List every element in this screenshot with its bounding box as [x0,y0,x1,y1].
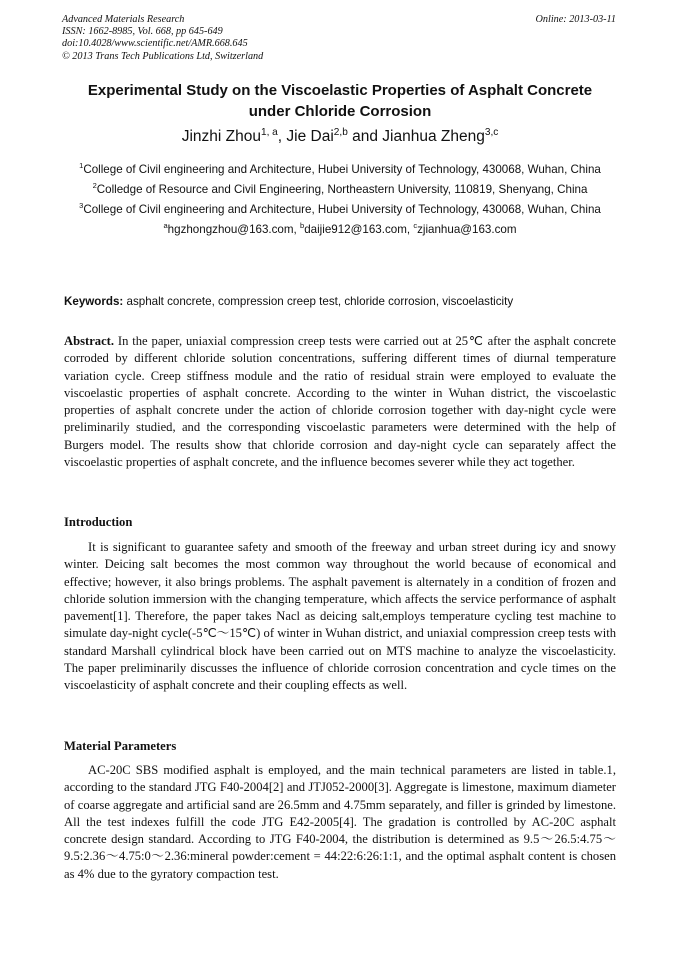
section-heading-introduction: Introduction [64,515,133,529]
title-line-2: under Chloride Corrosion [248,103,432,120]
author-sup: 3,c [484,126,499,138]
affiliation [62,160,618,179]
email-text: zjianhua@163.com [417,223,517,236]
affiliation [62,200,618,219]
journal-issn: ISSN: 1662-8985, Vol. 668, pp 645-649 [62,26,223,38]
author-separator: , [277,128,287,145]
email-sup: c [413,221,418,231]
keywords-text: asphalt concrete, compression creep test, chloride corrosion, viscoelasticity [123,295,514,308]
section-heading-material: Material Parameters [64,739,177,753]
journal-name: Advanced Materials Research [62,14,185,25]
email-text: hgzhongzhou@163.com [167,223,294,236]
affiliation-sup: 2 [92,181,97,191]
email-separator: , [406,223,414,236]
author-name: Jie Dai [286,128,334,145]
affiliations [62,160,618,240]
material-paragraph: AC-20C SBS modified asphalt is employed, and the main technical parameters are listed in table.1, according to the standard JTG F40-2004[2] and JTJ052-2000[3]. Aggregate is limestone, maximum diameter of coarse aggregate and artificial sand are 26.5mm and 4.75mm separately, and filler is grinded by limestone. All the test indexes fulfill the code JTG E42-2005[4]. The gradation is controlled by AC-20C asphalt concrete design standard. According to JTG F40-2004, the distribution is determined as 9.5～26.5:4.75～9.5:2.36～4.75:0～2.36:mineral powder:cement = 44:22:6:26:1:1, and the optimal asphalt content is chosen as 4% due to the gyratory compaction test. [64,763,616,881]
affiliation [62,180,618,199]
affiliation-sup: 3 [79,201,84,211]
author-name: Jinzhi Zhou [181,128,261,145]
author-sup: 2,b [333,126,348,138]
keywords [64,294,616,310]
author-separator: and [347,128,383,145]
introduction-paragraph: It is significant to guarantee safety and smooth of the freeway and urban street during icy and snowy winter. Deicing salt becomes the most common way throughout the world because of economical and effective; however, it also brings problems. The asphalt pavement is alternately in a condition of frozen and chloride solution immersion with the changing temperature, which affects the service performance of asphalt pavement[1]. Therefore, the paper takes Nacl as deicing salt,employs temperature cycling test machine to simulate day-night cycle(-5℃～15℃) of winter in Wuhan district, and uniaxial compression creep tests with standard Marshall cylindrical block have been carried out on MTS machine to analyze the viscoelasticity. The paper preliminarily discusses the influence of chloride corrosion concentration and cycle times on the viscoelasticity of asphalt concrete and their coupling effects as well. [64,540,616,693]
author-name: Jianhua Zheng [382,128,485,145]
affiliation-text: College of Civil engineering and Architecture, Hubei University of Technology, 430068, Wuhan, China [83,163,601,176]
affiliation-sup: 1 [79,161,84,171]
email-line [62,220,618,239]
online-date: Online: 2013-03-11 [535,14,616,25]
email-separator: , [293,223,300,236]
abstract-text: In the paper, uniaxial compression creep tests were carried out at 25℃ after the asphalt concrete corroded by different chloride solution concentrations, suffering different times of diurnal temperature variation cycle. Creep stiffness module and the ratio of residual strain were employed to evaluate the viscoelastic properties of asphalt concrete. According to the winter in Wuhan district, the viscoelastic properties of asphalt concrete under the action of chloride corrosion together with day-night cycle were preliminarily studied, and the corresponding viscoelastic parameters were determined with the help of Burgers model. The results show that chloride corrosion and day-night cycle can separately affect the viscoelastic properties of asphalt concrete, and the influence becomes severer while they act together. [64,334,616,470]
email-text: daijie912@163.com [304,223,407,236]
email-sup: b [300,221,305,231]
abstract-label: Abstract. [64,334,115,348]
affiliation-text: College of Civil engineering and Architecture, Hubei University of Technology, 430068, Wuhan, China [83,203,601,216]
email-sup: a [163,221,168,231]
title-line-1: Experimental Study on the Viscoelastic Properties of Asphalt Concrete [87,82,593,99]
journal-copyright: © 2013 Trans Tech Publications Ltd, Switzerland [62,50,264,62]
journal-header [62,14,618,63]
abstract [64,333,616,471]
paper-title [62,80,618,122]
affiliation-text: Colledge of Resource and Civil Engineering, Northeastern University, 110819, Shenyang, China [96,183,588,196]
author-list [62,127,618,147]
author-sup: 1, a [260,126,278,138]
keywords-label: Keywords: [64,295,124,308]
journal-doi: doi:10.4028/www.scientific.net/AMR.668.645 [62,38,248,50]
